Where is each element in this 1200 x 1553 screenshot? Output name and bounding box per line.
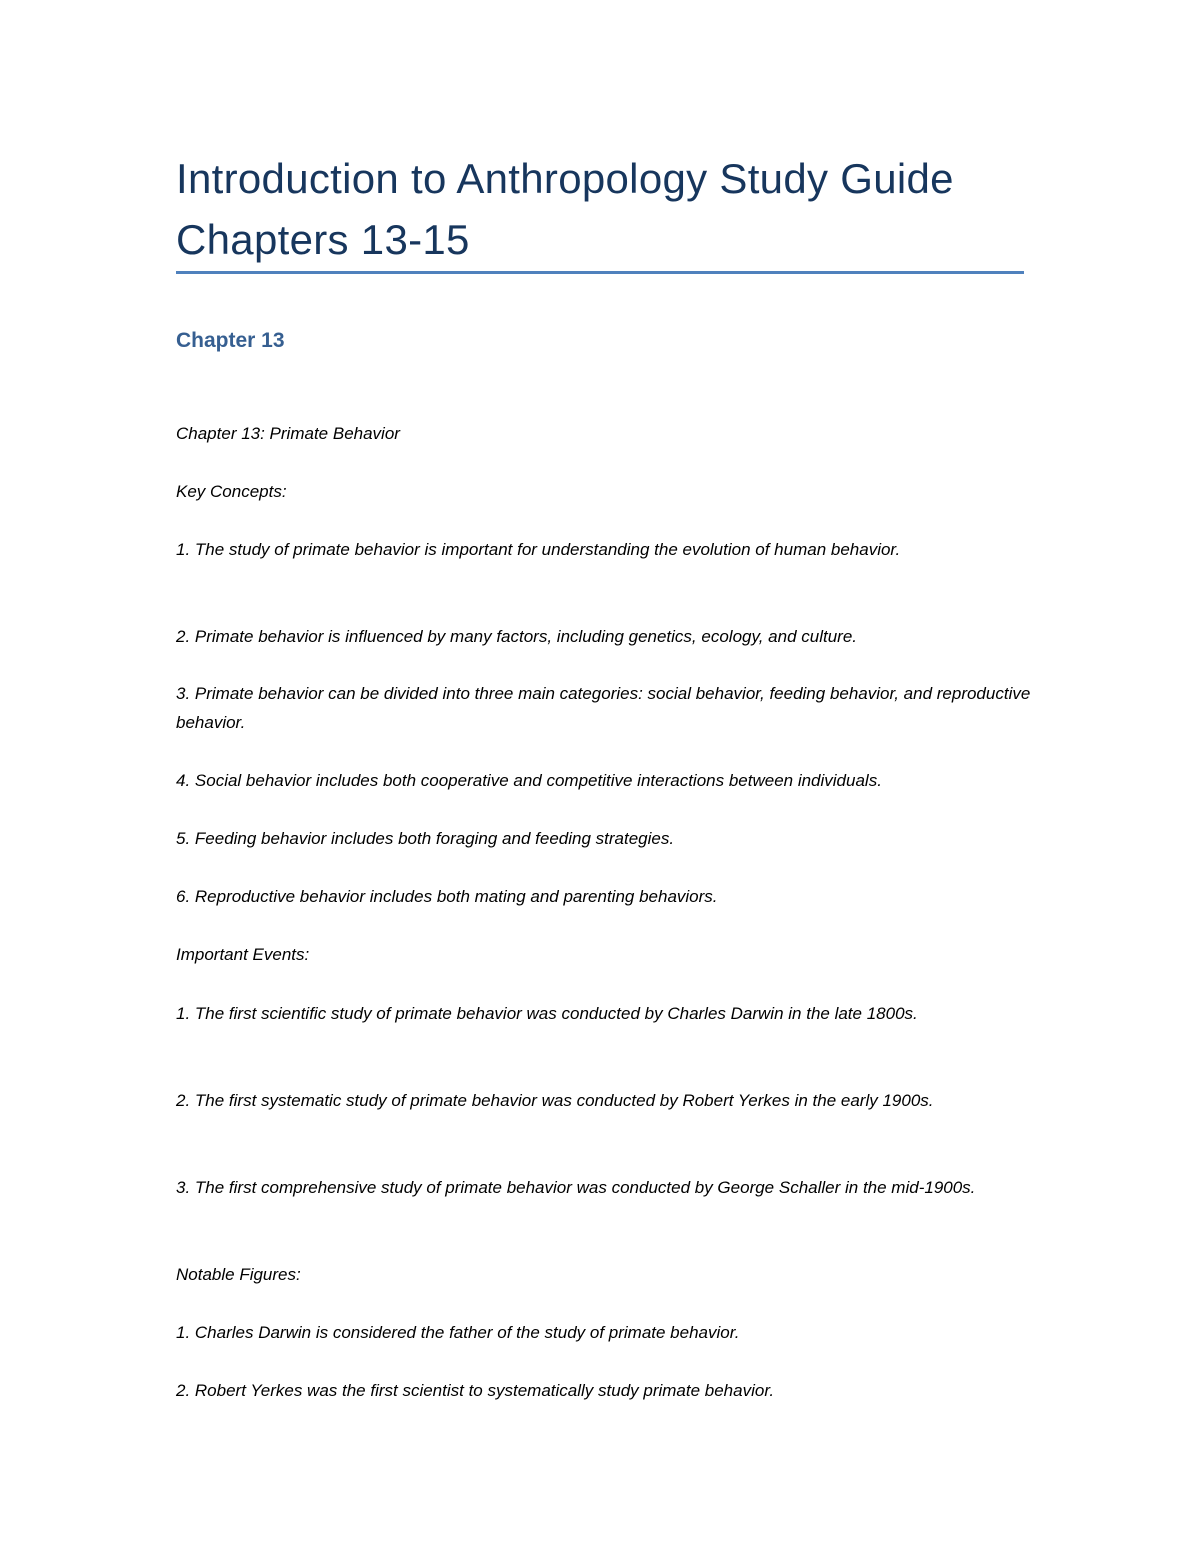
important-event-item: 3. The first comprehensive study of primate behavior was conducted by George Schaller in the mid-1900s. xyxy=(176,1178,976,1197)
key-concept-item: 3. Primate behavior can be divided into three main categories: social behavior, feeding behavior, and reproductive behavior. xyxy=(176,684,1031,732)
key-concept-item: 4. Social behavior includes both cooperative and competitive interactions between individuals. xyxy=(176,771,882,790)
document-title: Introduction to Anthropology Study Guide Chapters 13-15 xyxy=(176,155,954,263)
title-underline xyxy=(176,271,1024,274)
key-concept-item: 2. Primate behavior is influenced by many factors, including genetics, ecology, and culture. xyxy=(176,627,857,646)
chapter-heading: Chapter 13 xyxy=(176,329,285,352)
key-concept-item: 6. Reproductive behavior includes both mating and parenting behaviors. xyxy=(176,887,718,906)
important-event-item: 2. The first systematic study of primate behavior was conducted by Robert Yerkes in the early 1900s. xyxy=(176,1091,934,1110)
important-events-label: Important Events: xyxy=(176,945,310,964)
key-concept-item: 1. The study of primate behavior is important for understanding the evolution of human behavior. xyxy=(176,540,901,559)
key-concepts-label: Key Concepts: xyxy=(176,482,287,501)
notable-figures-label: Notable Figures: xyxy=(176,1265,301,1284)
notable-figure-item: 1. Charles Darwin is considered the father of the study of primate behavior. xyxy=(176,1323,740,1342)
chapter-subtitle: Chapter 13: Primate Behavior xyxy=(176,424,400,443)
key-concept-item: 5. Feeding behavior includes both foraging and feeding strategies. xyxy=(176,829,675,848)
important-event-item: 1. The first scientific study of primate behavior was conducted by Charles Darwin in the late 1800s. xyxy=(176,1004,918,1023)
notable-figure-item: 2. Robert Yerkes was the first scientist to systematically study primate behavior. xyxy=(176,1381,775,1400)
